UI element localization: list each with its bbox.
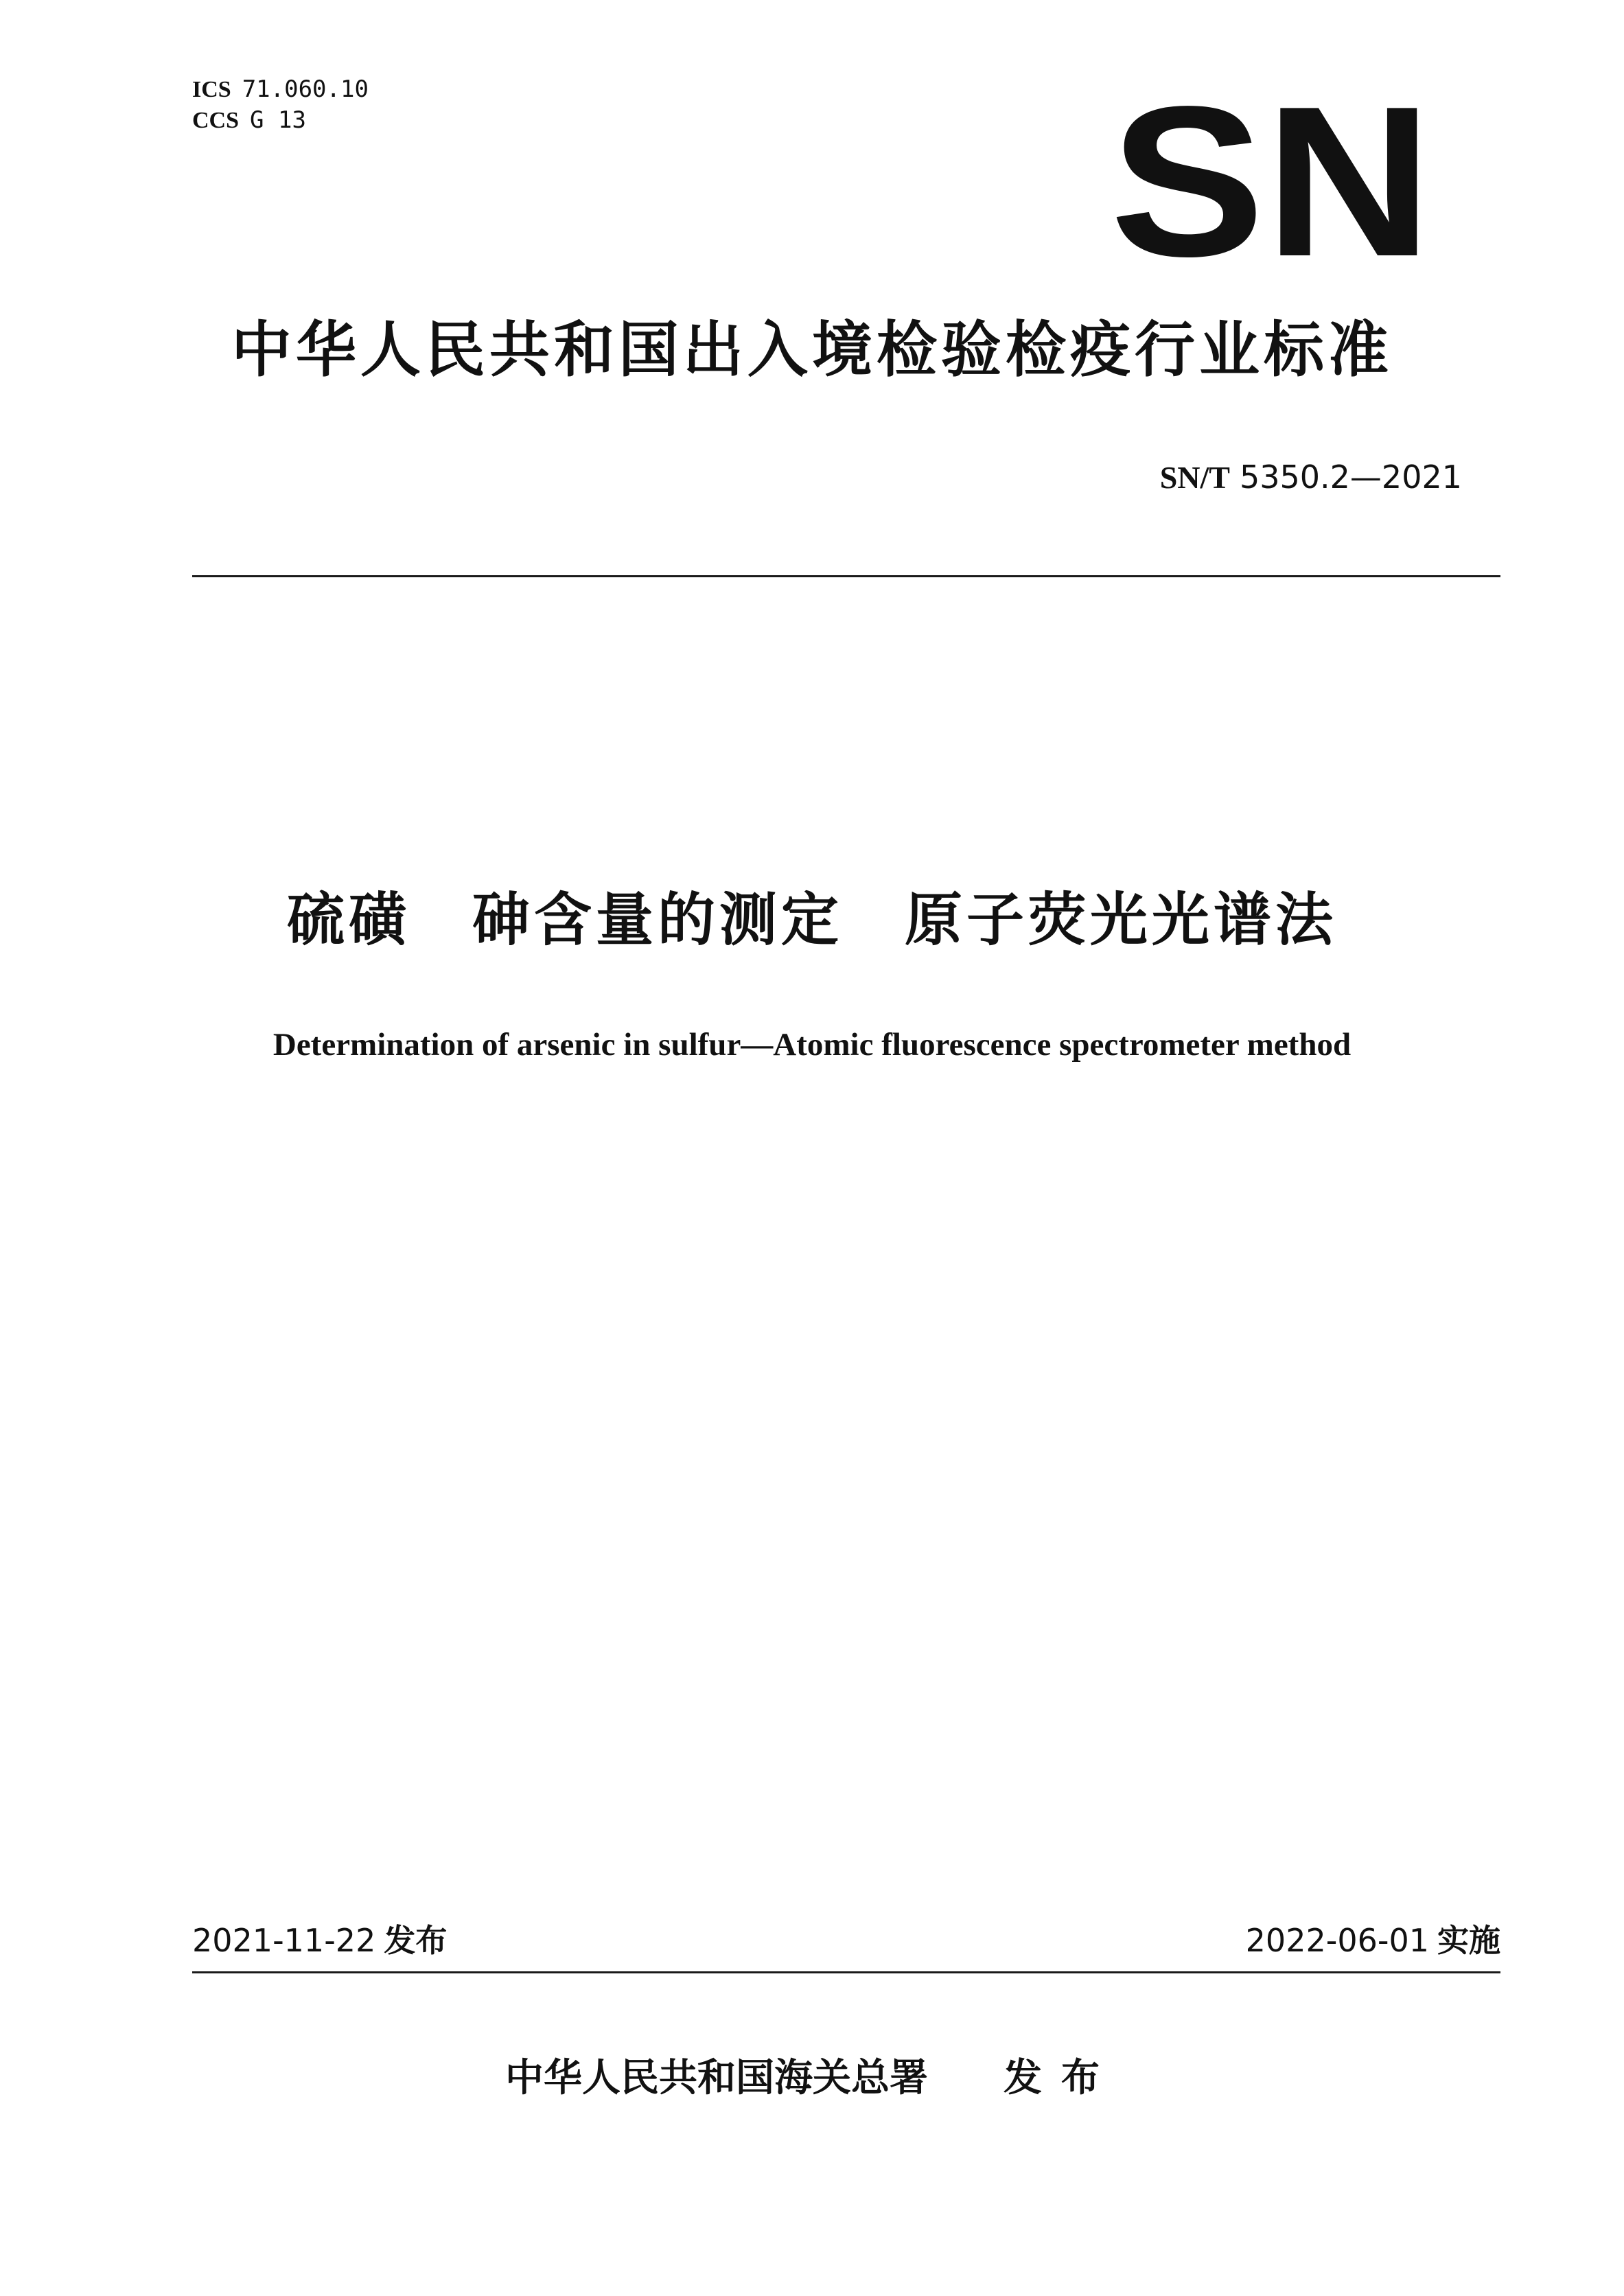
ics-code: 71.060.10 xyxy=(242,76,369,103)
english-title: Determination of arsenic in sulfur—Atomic fluorescence spectrometer method xyxy=(272,1027,1352,1063)
issuer-title: 中华人民共和国出入境检验检疫行业标准 xyxy=(231,314,1393,385)
issue-label: 发布 xyxy=(384,1922,448,1959)
ics-label: ICS xyxy=(192,77,231,102)
ccs-row xyxy=(192,105,369,136)
standard-prefix: SN/T xyxy=(1159,460,1230,495)
implement-date-block xyxy=(1246,1920,1500,1961)
ics-row xyxy=(192,74,369,105)
issue-date-block xyxy=(192,1920,447,1961)
sn-logo xyxy=(1106,96,1436,268)
sn-logo-text: SN xyxy=(1110,96,1432,268)
issue-date: 2021-11-22 xyxy=(192,1922,376,1959)
ccs-code: G 13 xyxy=(250,106,306,134)
ccs-label: CCS xyxy=(192,108,240,133)
standard-number xyxy=(1160,456,1462,498)
chinese-title: 硫磺 砷含量的测定 原子荧光光谱法 xyxy=(286,886,1337,953)
implement-label: 实施 xyxy=(1437,1922,1500,1959)
standard-code: 5350.2—2021 xyxy=(1239,459,1462,496)
publisher-action: 发布 xyxy=(1004,2056,1119,2100)
publisher-line xyxy=(0,2052,1624,2104)
implement-date: 2022-06-01 xyxy=(1245,1922,1429,1959)
top-divider xyxy=(192,575,1500,577)
bottom-divider xyxy=(192,1971,1500,1973)
publisher-name: 中华人民共和国海关总署 xyxy=(505,2056,928,2100)
classification-codes xyxy=(192,74,369,136)
